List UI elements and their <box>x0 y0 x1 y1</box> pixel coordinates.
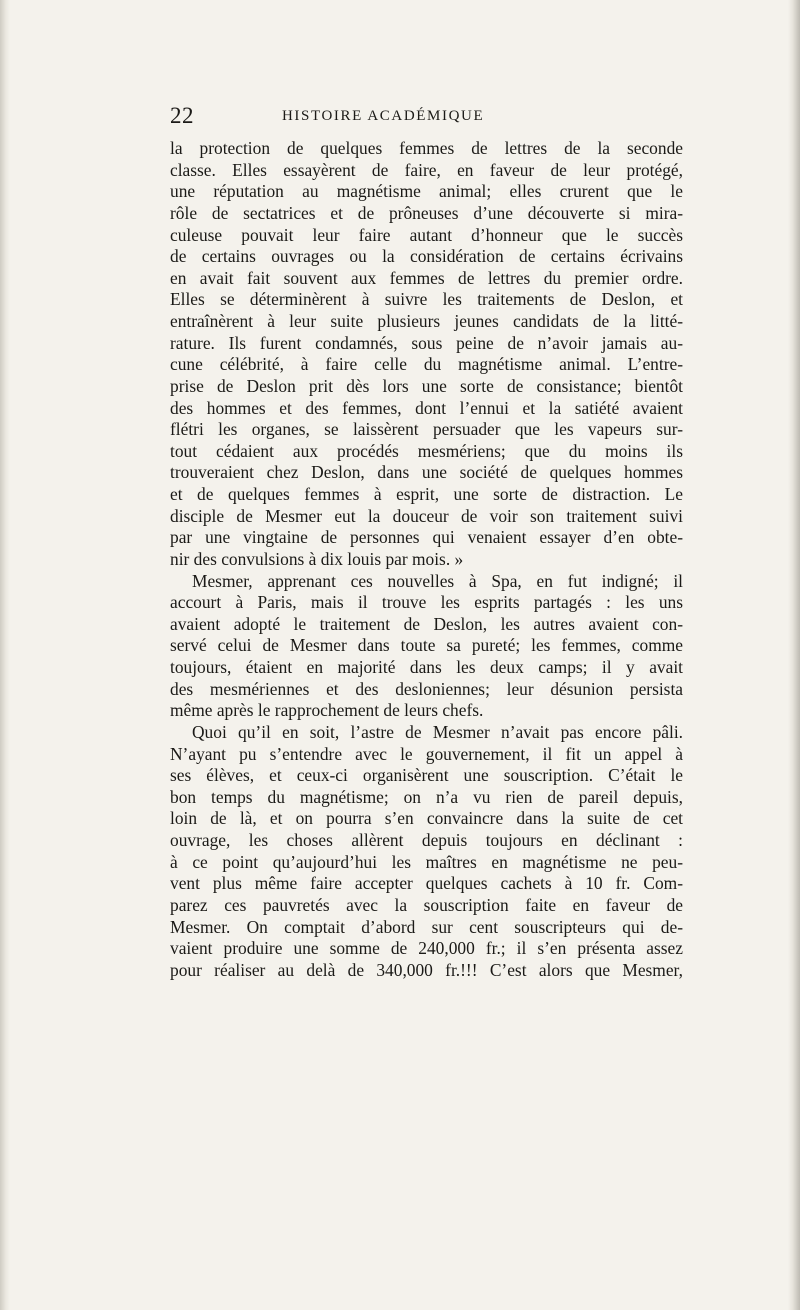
text-line: Mesmer, apprenant ces nouvelles à Spa, en fut indigné; il <box>192 570 683 591</box>
text-line: Mesmer. On comptait d’abord sur cent souscripteurs qui de- <box>170 916 683 937</box>
text-line: par une vingtaine de personnes qui venaient essayer d’en obte- <box>170 527 683 548</box>
text-line: rôle de sectatrices et de prôneuses d’une découverte si mira- <box>170 202 683 223</box>
running-head <box>170 103 683 129</box>
text-line: nir des convulsions à dix louis par mois. » <box>170 548 464 569</box>
text-line: N’ayant pu s’entendre avec le gouvernement, il fit un appel à <box>170 743 683 764</box>
text-line: pour réaliser au delà de 340,000 fr.!!! C’est alors que Mesmer, <box>170 959 683 980</box>
text-line: accourt à Paris, mais il trouve les esprits partagés : les uns <box>170 592 683 613</box>
text-line: tout cédaient aux procédés mesmériens; que du moins ils <box>170 440 683 461</box>
text-line: disciple de Mesmer eut la douceur de voir son traitement suivi <box>170 505 683 526</box>
text-line: bon temps du magnétisme; on n’a vu rien de pareil depuis, <box>170 786 683 807</box>
text-line: parez ces pauvretés avec la souscription faite en faveur de <box>170 894 683 915</box>
text-line: des hommes et des femmes, dont l’ennui et la satiété avaient <box>170 397 683 418</box>
text-line: vent plus même faire accepter quelques cachets à 10 fr. Com- <box>170 873 683 894</box>
text-line: vaient produire une somme de 240,000 fr.; il s’en présenta assez <box>170 938 683 959</box>
text-line: en avait fait souvent aux femmes de lettres du premier ordre. <box>170 267 683 288</box>
text-line: des mesmériennes et des desloniennes; leur désunion persista <box>170 678 683 699</box>
text-line: culeuse pouvait leur faire autant d’honneur que le succès <box>170 224 683 245</box>
scan-right-edge <box>788 0 800 1310</box>
text-line: classe. Elles essayèrent de faire, en faveur de leur protégé, <box>170 159 683 180</box>
text-line: rature. Ils furent condamnés, sous peine de n’avoir jamais au- <box>170 332 683 353</box>
text-line: même après le rapprochement de leurs chefs. <box>170 700 484 721</box>
text-line: à ce point qu’aujourd’hui les maîtres en magnétisme ne peu- <box>170 851 683 872</box>
text-line: prise de Deslon prit dès lors une sorte de consistance; bientôt <box>170 375 683 396</box>
text-line: Elles se déterminèrent à suivre les traitements de Deslon, et <box>170 289 683 310</box>
scan-left-edge <box>0 0 10 1310</box>
text-line: de certains ouvrages ou la considération de certains écrivains <box>170 246 683 267</box>
body-text <box>170 138 683 981</box>
text-line: cune célébrité, à faire celle du magnétisme animal. L’entre- <box>170 354 683 375</box>
text-line: et de quelques femmes à esprit, une sorte de distraction. Le <box>170 484 683 504</box>
text-line: Quoi qu’il en soit, l’astre de Mesmer n’avait pas encore pâli. <box>192 721 683 742</box>
text-line: servé celui de Mesmer dans toute sa pureté; les femmes, comme <box>170 635 683 656</box>
text-line: entraînèrent à leur suite plusieurs jeunes candidats de la litté- <box>170 311 683 331</box>
text-line: flétri les organes, se laissèrent persuader que les vapeurs sur- <box>170 419 683 440</box>
text-line: ses élèves, et ceux-ci organisèrent une souscription. C’était le <box>170 765 683 786</box>
text-line: trouveraient chez Deslon, dans une société de quelques hommes <box>170 462 683 483</box>
text-line: ouvrage, les choses allèrent depuis toujours en déclinant : <box>170 830 683 850</box>
text-line: toujours, étaient en majorité dans les deux camps; il y avait <box>170 657 683 677</box>
page-number: 22 <box>170 103 194 128</box>
text-line: la protection de quelques femmes de lettres de la seconde <box>170 138 683 158</box>
text-line: une réputation au magnétisme animal; elles crurent que le <box>170 181 683 202</box>
text-line: avaient adopté le traitement de Deslon, les autres avaient con- <box>170 613 683 634</box>
running-title: HISTOIRE ACADÉMIQUE <box>282 108 485 124</box>
text-line: loin de là, et on pourra s’en convaincre dans la suite de cet <box>170 808 683 829</box>
